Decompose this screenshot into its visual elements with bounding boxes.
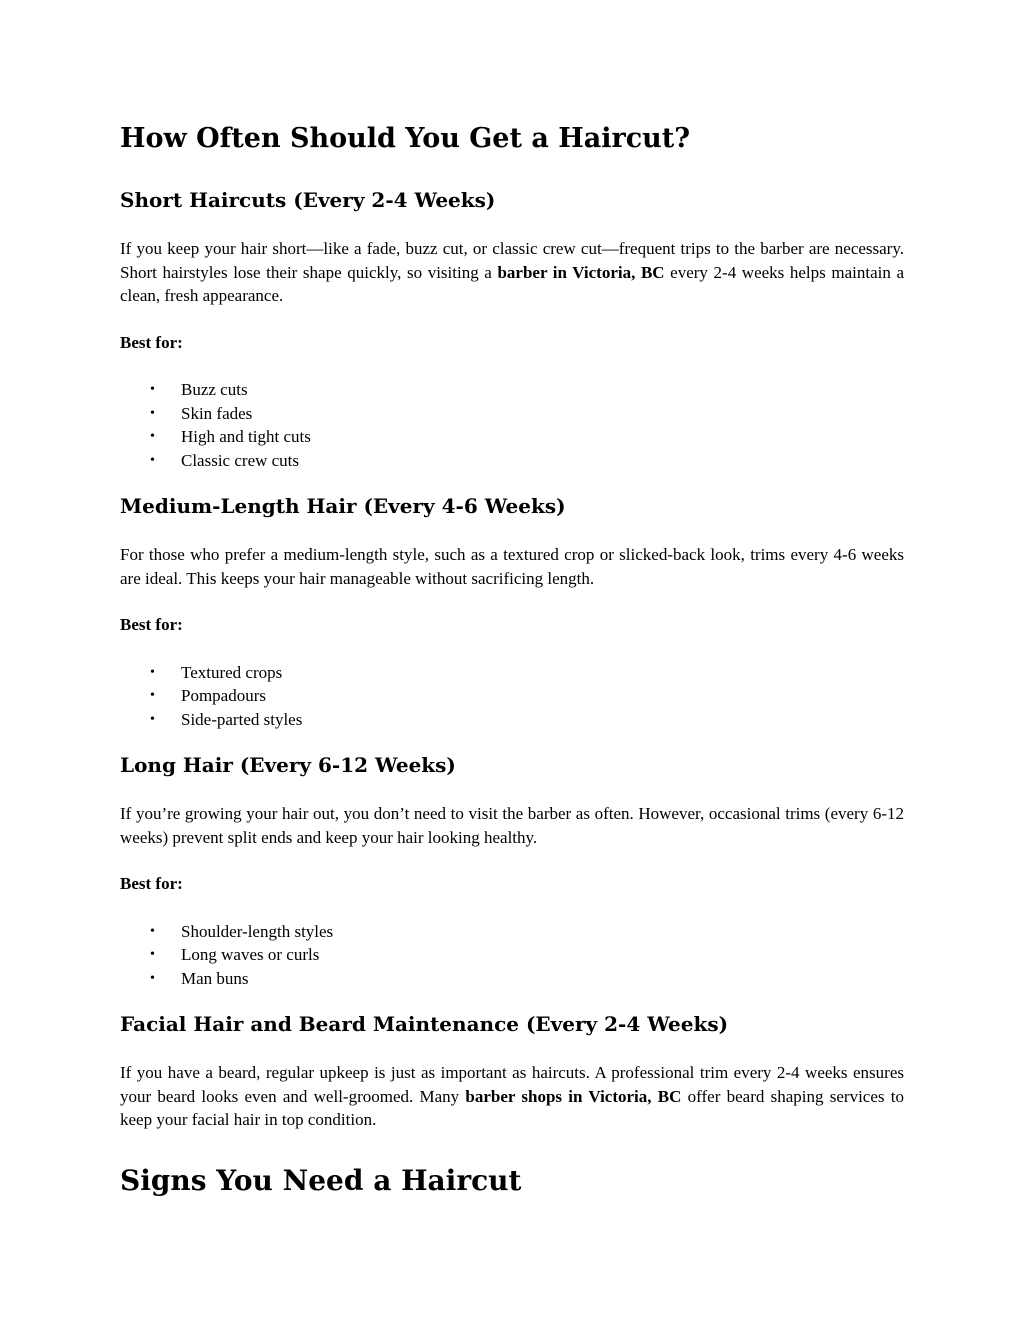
list-item-text: Buzz cuts	[181, 380, 248, 399]
best-for-label: Best for:	[120, 332, 183, 352]
paragraph-text: offer beard shaping services to keep your facial hair in top condition.	[120, 1086, 904, 1129]
section-paragraph-short	[120, 237, 904, 308]
bold-keyword: barber in Victoria, BC	[497, 262, 665, 282]
list-item-text: Textured crops	[181, 662, 283, 682]
section-paragraph-long: If you’re growing your hair out, you don’t need to visit the barber as often. However, occasional trims (every 6-12 weeks) prevent split ends and keep your hair looking healthy.	[120, 804, 904, 847]
paragraph-text: If you have a beard, regular upkeep is just as important as haircuts. A professional trim every 2-4 weeks ensures your beard looks even and well-groomed. Many	[120, 1063, 904, 1106]
list-item-text: Man buns	[181, 968, 249, 988]
bullet-icon: •	[150, 382, 155, 397]
document-page	[120, 118, 904, 1202]
section-paragraph-facial-hair	[120, 1061, 904, 1132]
list-item-text: Shoulder-length styles	[181, 921, 334, 941]
list-item	[120, 920, 904, 944]
best-for-list-short	[120, 378, 904, 472]
best-for-label: Best for:	[120, 615, 183, 634]
section-heading-medium: Medium-Length Hair (Every 4-6 Weeks)	[120, 494, 566, 518]
list-item-text: Skin fades	[181, 403, 253, 423]
list-item	[120, 661, 904, 685]
list-item	[120, 967, 904, 991]
section-title-signs: Signs You Need a Haircut	[120, 1163, 522, 1197]
list-item-text: Side-parted styles	[181, 709, 303, 729]
bullet-icon: •	[150, 405, 155, 421]
bold-keyword: barber shops in Victoria, BC	[465, 1086, 682, 1106]
list-item-text: Pompadours	[181, 686, 266, 705]
section-paragraph-medium: For those who prefer a medium-length style, such as a textured crop or slicked-back look, trims every 4-6 weeks are ideal. This keeps your hair manageable without sacrificing length.	[120, 545, 904, 588]
list-item	[120, 943, 904, 967]
list-item-text: High and tight cuts	[181, 427, 311, 446]
list-item	[120, 378, 904, 402]
best-for-label: Best for:	[120, 874, 183, 893]
bullet-icon: •	[150, 688, 155, 703]
paragraph-text: If you keep your hair short—like a fade, buzz cut, or classic crew cut—frequent trips to the barber are necessary. Short hairstyles lose their shape quickly, so visiting a	[120, 239, 904, 282]
list-item	[120, 402, 904, 426]
bullet-icon: •	[150, 923, 155, 939]
section-heading-short: Short Haircuts (Every 2-4 Weeks)	[120, 188, 496, 212]
paragraph-text: every 2-4 weeks helps maintain a clean, fresh appearance.	[120, 262, 904, 305]
page-title: How Often Should You Get a Haircut?	[120, 123, 691, 154]
bullet-icon: •	[150, 664, 155, 680]
list-item	[120, 708, 904, 732]
section-heading-long: Long Hair (Every 6-12 Weeks)	[120, 753, 456, 777]
list-item-text: Classic crew cuts	[181, 450, 300, 470]
best-for-list-medium	[120, 661, 904, 732]
list-item	[120, 449, 904, 473]
best-for-list-long	[120, 920, 904, 991]
bullet-icon: •	[150, 970, 155, 986]
bullet-icon: •	[150, 452, 155, 468]
bullet-icon: •	[150, 711, 155, 727]
bullet-icon: •	[150, 429, 155, 444]
list-item-text: Long waves or curls	[181, 945, 320, 964]
list-item	[120, 425, 904, 449]
bullet-icon: •	[150, 947, 155, 962]
section-heading-facial-hair: Facial Hair and Beard Maintenance (Every 2-4 Weeks)	[120, 1012, 729, 1036]
list-item	[120, 684, 904, 708]
